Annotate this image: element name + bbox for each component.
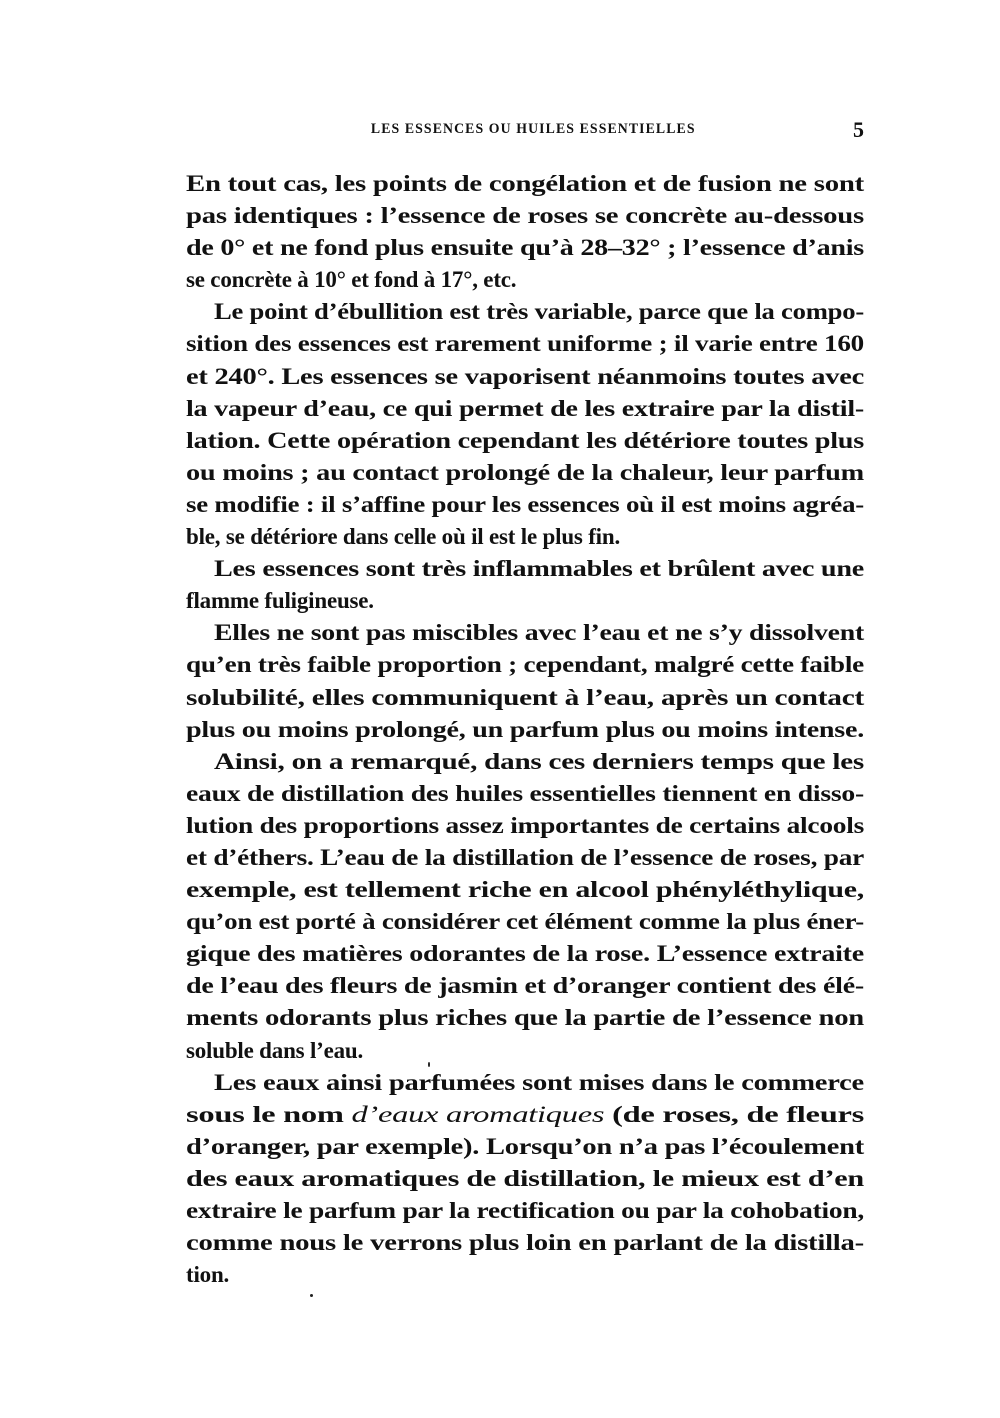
running-title: LES ESSENCES OU HUILES ESSENTIELLES: [370, 121, 696, 137]
text-line: ments odorants plus riches que la partie de l’essence non: [186, 1005, 864, 1031]
text-segment: sous le nom: [186, 1101, 352, 1127]
text-line: lation. Cette opération cependant les détériore toutes plus: [186, 427, 864, 453]
text-line: de 0° et ne fond plus ensuite qu’à 28–32° ; l’essence d’anis: [186, 235, 864, 261]
italic-term: d’eaux aromatiques: [351, 1101, 605, 1127]
text-line: se concrète à 10° et fond à 17°, etc.: [186, 267, 517, 293]
text-line: soluble dans l’eau.: [186, 1037, 364, 1063]
text-line: lution des proportions assez importantes de certains alcools: [186, 812, 864, 838]
text-line: sition des essences est rarement uniforme ; il varie entre 160: [186, 331, 864, 357]
text-line: pas identiques : l’essence de roses se concrète au-dessous: [186, 203, 864, 229]
text-line: et 240°. Les essences se vaporisent néanmoins toutes avec: [186, 363, 864, 389]
text-line: gique des matières odorantes de la rose. L’essence extraite: [186, 941, 864, 967]
text-line: d’oranger, par exemple). Lorsqu’on n’a pas l’écoulement: [186, 1133, 864, 1159]
text-line: solubilité, elles communiquent à l’eau, après un contact: [186, 684, 864, 710]
text-line: En tout cas, les points de congélation et de fusion ne sont: [186, 171, 864, 196]
text-segment: (de roses, de fleurs: [604, 1101, 864, 1127]
text-line: comme nous le verrons plus loin en parlant de la distilla-: [186, 1230, 864, 1256]
text-line: qu’en très faible proportion ; cependant, malgré cette faible: [186, 652, 864, 678]
text-line: de l’eau des fleurs de jasmin et d’oranger contient des élé-: [186, 973, 864, 999]
text-line: extraire le parfum par la rectification ou par la cohobation,: [186, 1198, 864, 1223]
page-number: 5: [853, 117, 864, 142]
text-line: la vapeur d’eau, ce qui permet de les extraire par la distil-: [186, 395, 864, 421]
body-text: [186, 168, 864, 1291]
text-line: Ainsi, on a remarqué, dans ces derniers temps que les: [214, 748, 864, 774]
text-line: des eaux aromatiques de distillation, le mieux est d’en: [186, 1165, 864, 1191]
text-line: et d’éthers. L’eau de la distillation de l’essence de roses, par: [186, 844, 864, 870]
scan-speck: [428, 1062, 430, 1067]
scan-speck: [310, 1294, 313, 1297]
text-line: Le point d’ébullition est très variable, parce que la compo-: [214, 299, 864, 325]
text-line: Les essences sont très inflammables et brûlent avec une: [214, 556, 864, 582]
text-line: tion.: [186, 1262, 230, 1288]
text-line: plus ou moins prolongé, un parfum plus ou moins intense.: [186, 716, 864, 742]
text-line: Les eaux ainsi parfumées sont mises dans le commerce: [214, 1069, 864, 1095]
text-line-with-italic: [186, 1099, 864, 1131]
text-line: flamme fuligineuse.: [186, 588, 374, 614]
text-line: exemple, est tellement riche en alcool phényléthylique,: [186, 877, 864, 903]
text-line: ou moins ; au contact prolongé de la chaleur, leur parfum: [186, 459, 864, 485]
text-line: eaux de distillation des huiles essentielles tiennent en disso-: [186, 780, 864, 806]
text-line: Elles ne sont pas miscibles avec l’eau et ne s’y dissolvent: [214, 620, 864, 646]
text-line: ble, se détériore dans celle où il est le plus fin.: [186, 524, 621, 550]
text-line: se modifie : il s’affine pour les essences où il est moins agréa-: [186, 491, 864, 517]
text-line: qu’on est porté à considérer cet élément comme la plus éner-: [186, 909, 864, 935]
running-head: [186, 117, 864, 145]
